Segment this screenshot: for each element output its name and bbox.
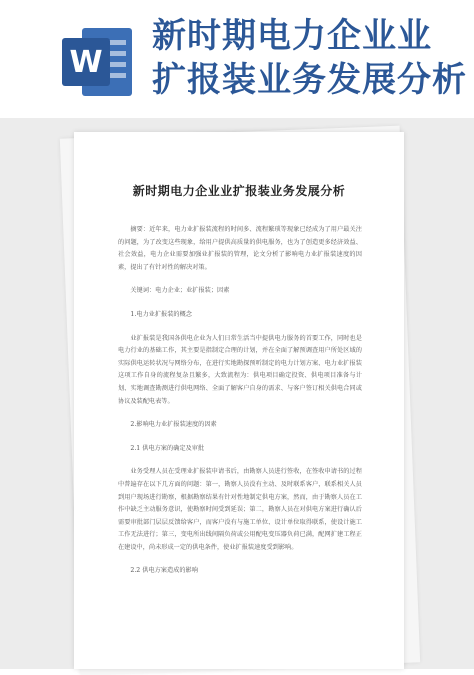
banner-title-line2: 扩报装业务发展分析 [152,60,467,100]
word-document-icon [60,24,136,100]
keywords-line: 关键词：电力企业；业扩报装；因素 [130,287,230,295]
abstract-paragraph: 摘要：近年来，电力业扩报装流程的时间多、流程繁琐等现象已经成为了用户最关注的问题，为了改变这些现象，给用户提供高质量的供电服务，也为了创造更多经济效益、社会效益，电力企业需要加强业扩报装的管理，论文分析了影响电力业扩报装速度的因素，提出了有针对性的解决对策。 [118,226,362,271]
section-2-2-heading: 2.2 供电方案造成的影响 [130,567,198,575]
banner [0,0,474,118]
section-2-1-paragraph: 业务受理人员在受理业扩报装申请书后，由勘察人员进行签收，在签收申请书的过程中普遍存在以下几方面的问题：第一，勘察人员没有主动、及时联系客户，联系相关人员到用户现场进行勘察，根据勘察结果有针对性地制定供电方案，然而，由于勘察人员在工作中缺乏主动服务意识，使勘察时间受到延误；第二，勘察人员在对供电方案进行确认后需要审批部门层层反馈给客户，而客户没有与施工单位、设计单位取得联系，使设计施工工作无法进行；第三，变电所出线间隔负荷或公用配电变压器负荷已满，配网扩建工程正在建设中，尚未形成一定的供电条件，使业扩报装速度受到影响。 [118,468,362,551]
document-title: 新时期电力企业业扩报装业务发展分析 [132,184,346,198]
document-body [118,224,362,578]
section-1-heading: 1.电力业扩报装的概念 [130,310,192,318]
document-preview-area [0,118,474,669]
banner-title-line1: 新时期电力企业业 [152,16,432,56]
svg-text:W: W [69,45,103,80]
section-2-heading: 2.影响电力业扩报装速度的因素 [130,421,217,429]
section-1-paragraph: 业扩报装是我国各供电企业为人们日常生活当中提供电力服务的首要工作，同时也是电力行业的基础工作，其主要是指制定合理的计划，并在全面了解预调查用户所处区域的实际供电运转状况与网络分布，在进行实地勘探预听制定的电力计划方案、电力业扩报装这项工作自身的流程复杂且繁多，大致流程为：供电项目确定投资、供电项目准备与计划、实地调查勘测进行供电网络、全面了解客户自身的需求、与客户签订相关供电合同或协议及装配电表等。 [118,334,362,405]
section-2-1-heading: 2.1 供电方案的确定及审批 [130,444,205,452]
document-page[interactable] [74,132,404,669]
banner-title [152,14,472,102]
